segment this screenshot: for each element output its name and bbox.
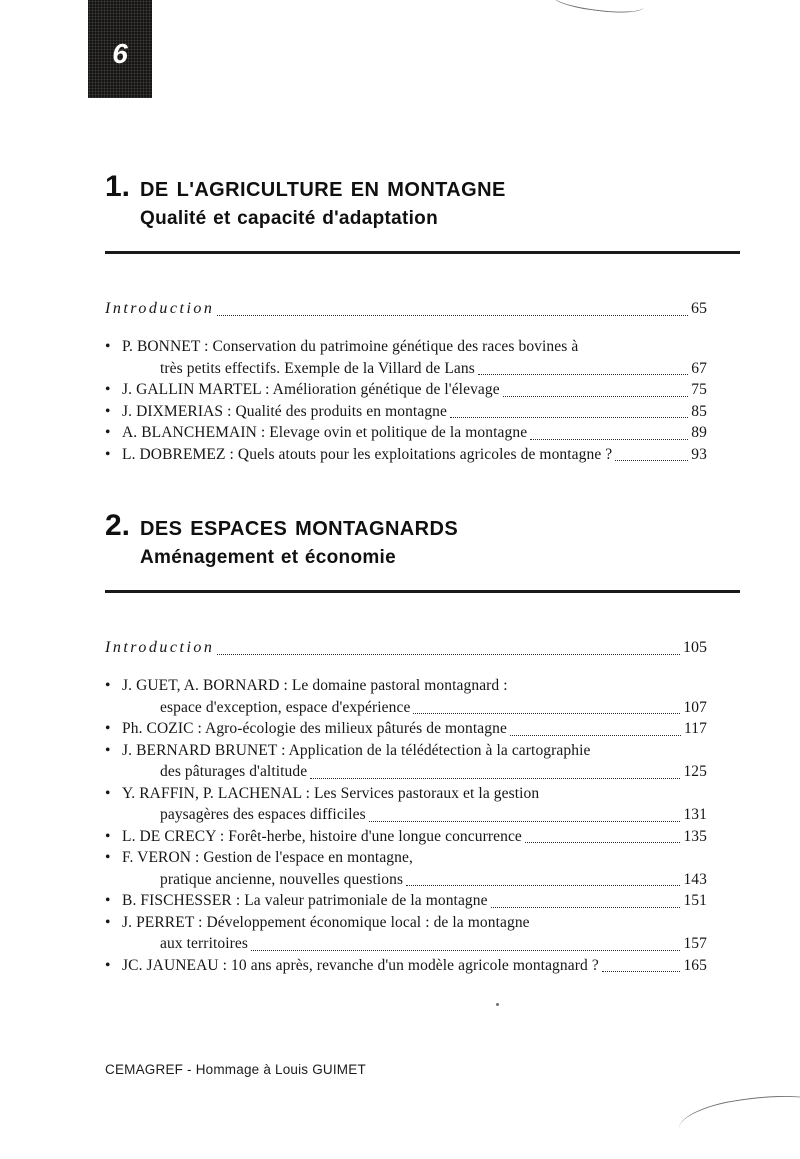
footer <box>105 1062 366 1077</box>
toc-entry <box>105 336 707 379</box>
bullet-icon: • <box>105 741 111 759</box>
intro-row <box>105 637 740 659</box>
toc-entry <box>105 740 707 783</box>
section-subtitle: Qualité et capacité d'adaptation <box>140 208 438 229</box>
toc-section-2 <box>105 511 740 976</box>
entry-line <box>105 890 707 912</box>
toc-entry <box>105 955 707 977</box>
dot-leader <box>615 460 688 461</box>
entry-text: espace d'exception, espace d'expérience <box>160 698 411 716</box>
dot-leader <box>450 417 688 418</box>
page-number-badge <box>88 0 152 98</box>
intro-row <box>105 298 740 320</box>
bullet-icon: • <box>105 827 111 845</box>
entry-text: J. PERRET : Développement économique local : de la montagne <box>122 913 530 931</box>
entry-line <box>105 718 707 740</box>
entry-line <box>105 847 707 869</box>
entry-line <box>105 783 707 805</box>
toc-entry <box>105 847 707 890</box>
entry-page-number: 117 <box>684 720 707 737</box>
entry-text: des pâturages d'altitude <box>160 763 308 780</box>
toc-entry <box>105 826 707 848</box>
entry-text: Y. RAFFIN, P. LACHENAL : Les Services pastoraux et la gestion <box>122 784 540 802</box>
bullet-icon: • <box>105 677 111 694</box>
dot-leader <box>217 654 680 655</box>
footer-text: CEMAGREF - Hommage à Louis GUIMET <box>105 1062 366 1077</box>
entry-text: paysagères des espaces difficiles <box>160 806 366 823</box>
entry-page-number: 135 <box>683 827 707 845</box>
entry-text: A. BLANCHEMAIN : Elevage ovin et politique de la montagne <box>122 424 528 441</box>
bullet-icon: • <box>105 784 111 802</box>
toc-entry <box>105 401 707 423</box>
entry-line <box>105 444 707 466</box>
section-rule <box>105 251 740 254</box>
toc-entry <box>105 379 707 401</box>
entry-text: B. FISCHESSER : La valeur patrimoniale de la montagne <box>122 892 488 909</box>
entry-text: J. DIXMERIAS : Qualité des produits en montagne <box>122 402 447 420</box>
entry-text: J. GUET, A. BORNARD : Le domaine pastoral montagnard : <box>122 677 508 694</box>
bullet-icon: • <box>105 381 111 398</box>
scan-artifact-top <box>551 0 645 17</box>
entry-line <box>105 379 707 401</box>
entry-line <box>105 955 707 977</box>
section-number: 1. <box>105 170 131 203</box>
scan-artifact-bottom <box>676 1087 800 1142</box>
entry-line <box>105 761 707 783</box>
entry-line <box>105 697 707 719</box>
section-heading <box>105 511 740 570</box>
intro-page-number: 65 <box>691 300 707 317</box>
entry-text: L. DOBREMEZ : Quels atouts pour les exploitations agricoles de montagne ? <box>122 445 613 463</box>
toc-entry <box>105 718 707 740</box>
entries-list <box>105 336 740 465</box>
entry-text: aux territoires <box>160 935 249 952</box>
entries-list <box>105 675 740 976</box>
bullet-icon: • <box>105 913 111 931</box>
dot-leader <box>478 374 688 375</box>
section-title: DE L'AGRICULTURE EN MONTAGNE <box>140 179 506 201</box>
toc-entry <box>105 444 707 466</box>
bullet-icon: • <box>105 402 111 420</box>
toc-entry <box>105 912 707 955</box>
entry-line <box>105 358 707 380</box>
section-heading <box>105 172 740 231</box>
dot-leader <box>503 396 689 397</box>
entry-line <box>105 422 707 444</box>
entry-page-number: 85 <box>691 402 707 420</box>
dot-leader <box>491 907 681 908</box>
entry-page-number: 151 <box>683 892 707 909</box>
entry-line <box>105 933 707 955</box>
entry-text: Ph. COZIC : Agro-écologie des milieux pâturés de montagne <box>122 720 507 737</box>
intro-page-number: 105 <box>683 639 707 656</box>
dot-leader <box>251 950 680 951</box>
entry-page-number: 67 <box>691 359 707 377</box>
dot-leader <box>602 971 681 972</box>
entry-line <box>105 826 707 848</box>
section-number: 2. <box>105 509 131 542</box>
entry-line <box>105 401 707 423</box>
entry-page-number: 143 <box>683 870 707 888</box>
entry-page-number: 107 <box>683 698 707 716</box>
dot-leader <box>310 778 680 779</box>
entry-text: J. BERNARD BRUNET : Application de la télédétection à la cartographie <box>122 741 591 759</box>
entry-text: L. DE CRECY : Forêt-herbe, histoire d'une longue concurrence <box>122 827 522 845</box>
dot-leader <box>525 842 681 843</box>
toc-sections <box>105 172 740 976</box>
entry-text: P. BONNET : Conservation du patrimoine génétique des races bovines à <box>122 338 579 355</box>
entry-line <box>105 869 707 891</box>
entry-text: JC. JAUNEAU : 10 ans après, revanche d'un modèle agricole montagnard ? <box>122 956 599 974</box>
entry-page-number: 165 <box>683 956 707 974</box>
toc-entry <box>105 783 707 826</box>
dot-leader <box>217 315 688 316</box>
bullet-icon: • <box>105 338 111 355</box>
dot-leader <box>510 735 681 736</box>
bullet-icon: • <box>105 892 111 909</box>
entry-line <box>105 804 707 826</box>
scan-artifact-dot <box>496 1003 499 1006</box>
entry-page-number: 89 <box>691 424 707 441</box>
entry-text: F. VERON : Gestion de l'espace en montagne, <box>122 849 413 866</box>
bullet-icon: • <box>105 424 111 441</box>
entry-page-number: 125 <box>683 763 707 780</box>
section-title: DES ESPACES MONTAGNARDS <box>140 518 459 540</box>
entry-page-number: 93 <box>691 445 707 463</box>
section-rule <box>105 590 740 593</box>
entry-line <box>105 912 707 934</box>
bullet-icon: • <box>105 720 111 737</box>
entry-line <box>105 336 707 358</box>
entry-page-number: 131 <box>683 806 707 823</box>
intro-label: Introduction <box>105 639 215 656</box>
dot-leader <box>530 439 688 440</box>
entry-page-number: 157 <box>683 935 707 952</box>
toc-entry <box>105 422 707 444</box>
entry-line <box>105 675 707 697</box>
page-number: 6 <box>112 38 128 69</box>
bullet-icon: • <box>105 849 111 866</box>
entry-text: J. GALLIN MARTEL : Amélioration génétique de l'élevage <box>122 381 500 398</box>
dot-leader <box>413 713 680 714</box>
toc-entry <box>105 675 707 718</box>
toc-section-1 <box>105 172 740 465</box>
table-of-contents <box>105 172 740 976</box>
dot-leader <box>406 885 680 886</box>
entry-text: très petits effectifs. Exemple de la Villard de Lans <box>160 359 475 377</box>
entry-text: pratique ancienne, nouvelles questions <box>160 870 404 888</box>
toc-entry <box>105 890 707 912</box>
entry-page-number: 75 <box>691 381 707 398</box>
bullet-icon: • <box>105 956 111 974</box>
bullet-icon: • <box>105 445 111 463</box>
section-subtitle: Aménagement et économie <box>140 547 396 568</box>
intro-label: Introduction <box>105 300 215 317</box>
entry-line <box>105 740 707 762</box>
dot-leader <box>369 821 681 822</box>
